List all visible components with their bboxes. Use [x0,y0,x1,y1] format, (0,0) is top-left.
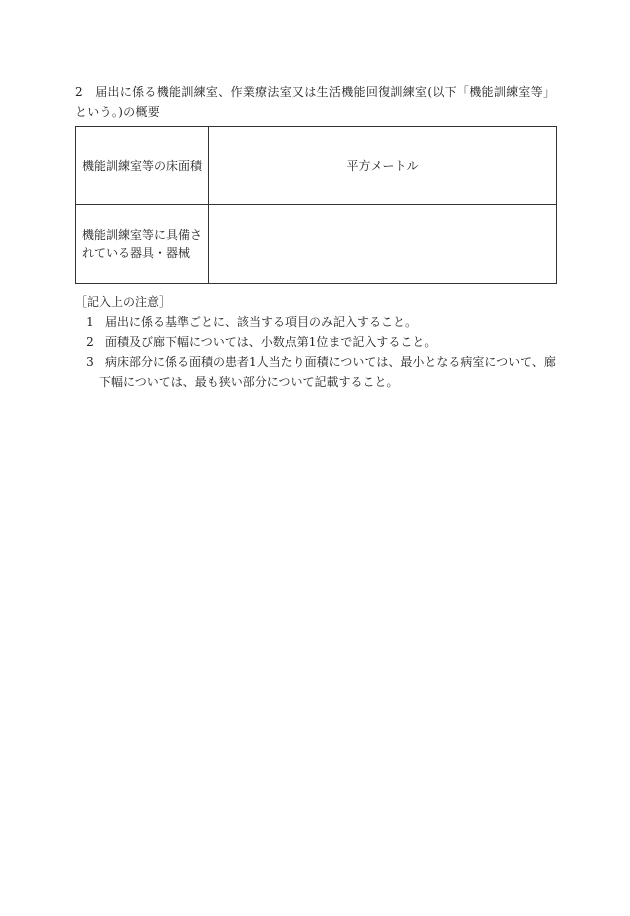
table-row [76,127,557,205]
note-number: 3 [86,355,94,369]
note-text: 面積及び廊下幅については、小数点第1位まで記入すること。 [105,335,437,349]
note-number: 1 [86,315,94,329]
note-text: 病床部分に係る面積の患者1人当たり面積については、最小となる病室について、廊 [105,355,556,369]
floor-area-label: 機能訓練室等の床面積 [76,127,209,205]
note-continuation: 下幅については、最も狭い部分について記載すること。 [99,375,399,389]
section-heading: 2 届出に係る機能訓練室、作業療法室又は生活機能回復訓練室(以下「機能訓練室等」という。)の概要 [75,85,556,119]
note-item [75,312,557,332]
note-item [75,352,557,372]
training-room-table [75,126,557,284]
floor-area-value: 平方メートル [209,127,557,205]
note-item [75,332,557,352]
notes-title: ［記入上の注意］ [75,295,172,309]
equipment-label: 機能訓練室等に具備されている器具・器械 [76,205,209,284]
table-row [76,205,557,284]
equipment-value [209,205,557,284]
notes-section [75,292,557,392]
note-text: 届出に係る基準ごとに、該当する項目のみ記入すること。 [105,315,418,329]
note-number: 2 [86,335,94,349]
